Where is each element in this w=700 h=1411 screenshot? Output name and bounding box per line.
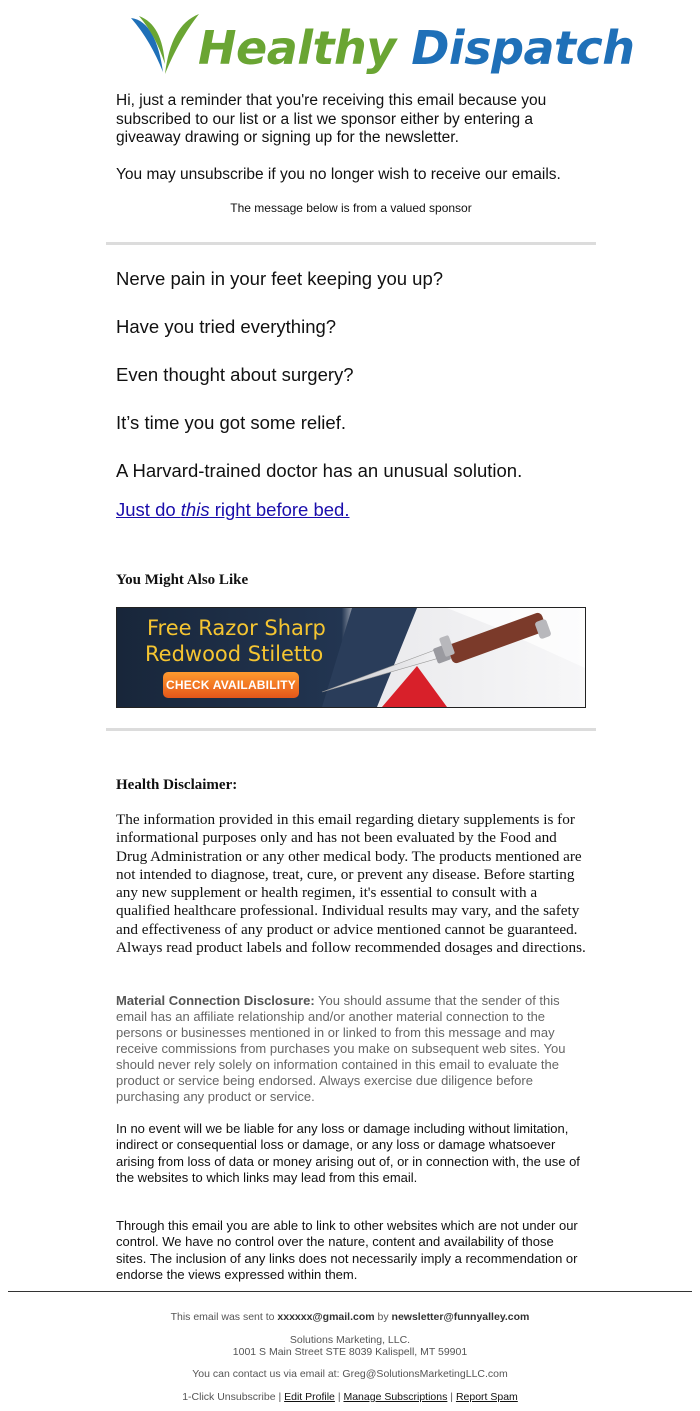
footer-sent-pre: This email was sent to	[170, 1311, 278, 1323]
footer-sent-line	[0, 1311, 700, 1323]
sponsor-note: The message below is from a valued sponsor	[230, 201, 472, 215]
logo-word-dispatch: Dispatch	[411, 21, 635, 75]
liability-paragraph: In no event will we be liable for any loss or damage including without limitation, indirect or consequential loss or damage, or any loss or damage whatsoever arising from loss of data or money arising out of, or in connection with, the use of the websites to which links may lead from this email.	[116, 1121, 580, 1185]
footer-divider	[8, 1291, 692, 1292]
ad-line-5: A Harvard-trained doctor has an unusual solution.	[116, 460, 523, 481]
intro-reminder: Hi, just a reminder that you're receiving this email because you subscribed to our list or a list we sponsor either by entering a giveaway drawing or signing up for the newsletter.	[116, 92, 547, 146]
mcd-body: You should assume that the sender of this email has an affiliate relationship and/or another material connection to the persons or businesses mentioned in or linked to from this message and may receive commissions from purchases you make on subsequent web sites. You should never rely solely on information contained in this email to evaluate the product or service being endorsed. Always exercise due diligence before purchasing any product or service.	[116, 993, 566, 1104]
footer-company: Solutions Marketing, LLC.	[289, 1334, 411, 1346]
divider-bottom	[106, 728, 596, 731]
stiletto-banner[interactable]	[116, 607, 586, 708]
footer-sep-2: |	[334, 1391, 344, 1403]
footer-sep-3: |	[447, 1391, 456, 1403]
footer-sent-mid: by	[374, 1311, 392, 1323]
divider-top	[106, 242, 596, 245]
edit-profile-link[interactable]: Edit Profile	[284, 1391, 335, 1403]
logo-wordmark	[198, 8, 635, 88]
ad-cta-link[interactable]	[116, 499, 349, 521]
ad-line-1: Nerve pain in your feet keeping you up?	[116, 268, 444, 289]
footer-sep-1: |	[275, 1391, 285, 1403]
external-links-paragraph: Through this email you are able to link to other websites which are not under our control. We have no control over the nature, content and availability of those sites. The inclusion of any links does not necessarily imply a recommendation or endorse the views expressed within them.	[116, 1218, 578, 1282]
unsubscribe-text: 1-Click Unsubscribe	[182, 1391, 276, 1403]
health-disclaimer-heading: Health Disclaimer:	[116, 777, 238, 793]
you-might-also-like-heading: You Might Also Like	[116, 572, 249, 588]
ad-line-2: Have you tried everything?	[116, 316, 337, 337]
health-disclaimer-body: The information provided in this email regarding dietary supplements is for informational purposes only and has not been evaluated by the Food and Drug Administration or any other medical body. The products mentioned are not intended to diagnose, treat, cure, or prevent any disease. Before starting any new supplement or health regimen, it's essential to consult with a qualified healthcare professional. Individual results may vary, and the safety and effectiveness of any product or advice mentioned cannot be guaranteed. Always read product labels and follow recommended dosages and directions.	[116, 811, 586, 957]
footer-links	[0, 1391, 700, 1403]
ad-link-text-em: this	[180, 499, 210, 520]
logo-leaf-icon	[129, 12, 199, 82]
ad-link-text-pre: Just do	[116, 499, 181, 520]
manage-subscriptions-link[interactable]: Manage Subscriptions	[343, 1391, 448, 1403]
footer-contact: You can contact us via email at: Greg@SolutionsMarketingLLC.com	[192, 1368, 508, 1380]
ad-line-4: It’s time you got some relief.	[116, 412, 346, 433]
ad-link-text-post: right before bed.	[209, 499, 350, 520]
logo-word-healthy: Healthy	[198, 21, 396, 75]
material-connection-disclosure	[116, 993, 586, 1105]
footer-address: 1001 S Main Street STE 8039 Kalispell, MT 59901	[232, 1346, 468, 1358]
mcd-label: Material Connection Disclosure:	[116, 993, 315, 1008]
banner-title-line-2: Redwood Stiletto	[145, 642, 324, 666]
ad-line-3: Even thought about surgery?	[116, 364, 354, 385]
footer-sender: newsletter@funnyalley.com	[391, 1311, 530, 1323]
intro-unsubscribe-note: You may unsubscribe if you no longer wish to receive our emails.	[116, 165, 561, 183]
banner-title-line-1: Free Razor Sharp	[147, 616, 326, 640]
intro-text	[116, 92, 586, 202]
check-availability-button[interactable]: CHECK AVAILABILITY	[163, 672, 299, 698]
report-spam-link[interactable]: Report Spam	[455, 1391, 518, 1403]
footer-recipient: xxxxxx@gmail.com	[277, 1311, 375, 1323]
